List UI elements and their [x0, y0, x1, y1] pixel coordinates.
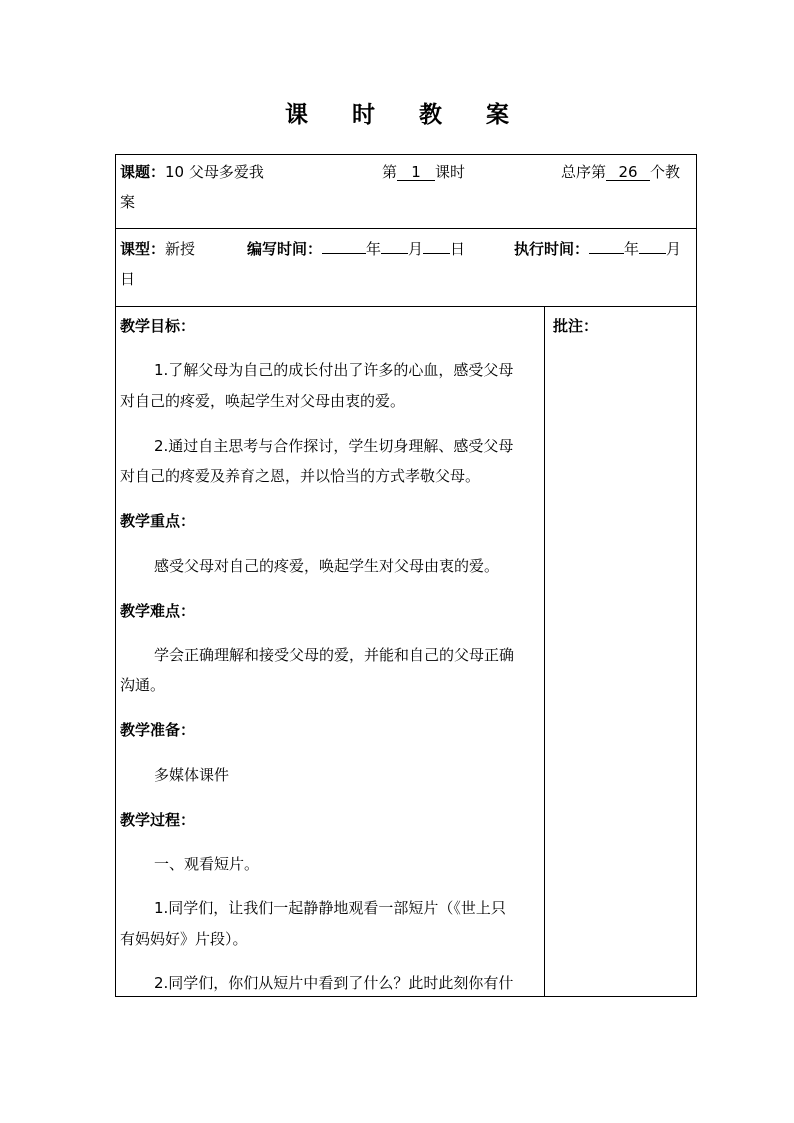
key-title: 教学重点： [120, 512, 196, 530]
goal-2-line-2: 对自己的疼爱及养育之恩，并以恰当的方式孝敬父母。 [120, 467, 481, 485]
lesson-prefix: 第 [382, 163, 398, 181]
lesson-plan-table [115, 154, 697, 997]
step-1: 一、观看短片。 [154, 855, 260, 873]
topic-label: 课题： [120, 163, 166, 181]
seq-suffix-wrap: 案 [120, 193, 136, 211]
divider [116, 228, 696, 229]
topic-row [120, 161, 264, 182]
step-1-1-line-2: 有妈妈好》片段）。 [120, 930, 248, 948]
step-1-1-line-1: 1.同学们，让我们一起静静地观看一部短片（《世上只 [154, 899, 506, 917]
prep-text: 多媒体课件 [154, 766, 230, 784]
goals-title: 教学目标： [120, 317, 196, 335]
key-text: 感受父母对自己的疼爱，唤起学生对父母由衷的爱。 [154, 557, 500, 575]
blank [589, 253, 624, 254]
exec-day-label: 日 [120, 270, 136, 288]
page-title [0, 96, 794, 129]
title-char: 课 [285, 102, 308, 128]
blank [381, 253, 408, 254]
exec-month-label: 月 [666, 240, 682, 258]
prep-title: 教学准备： [120, 721, 196, 739]
lesson-suffix: 课时 [435, 163, 466, 181]
exec-year-label: 年 [624, 240, 640, 258]
step-1-2-line-1: 2.同学们，你们从短片中看到了什么？此时此刻你有什 [154, 974, 514, 992]
title-char: 案 [486, 102, 509, 128]
blank [423, 253, 450, 254]
lesson-number: 1 [397, 164, 435, 181]
seq-number: 26 [606, 164, 650, 181]
column-divider [544, 306, 545, 996]
seq-suffix: 个教 [650, 163, 681, 181]
divider [116, 306, 696, 307]
exec-time [514, 238, 681, 259]
difficult-line-1: 学会正确理解和接受父母的爱，并能和自己的父母正确 [154, 646, 515, 664]
sequence-count [561, 161, 680, 182]
exec-time-label: 执行时间： [514, 240, 590, 258]
process-title: 教学过程： [120, 811, 196, 829]
goal-1-line-2: 对自己的疼爱，唤起学生对父母由衷的爱。 [120, 392, 406, 410]
day-label: 日 [450, 240, 466, 258]
blank [322, 253, 366, 254]
difficult-line-2: 沟通。 [120, 676, 166, 694]
topic-value: 10 父母多爱我 [165, 163, 264, 181]
month-label: 月 [408, 240, 424, 258]
goal-2-line-1: 2.通过自主思考与合作探讨，学生切身理解、感受父母 [154, 437, 514, 455]
write-time-label: 编写时间： [247, 240, 323, 258]
write-time [247, 238, 465, 259]
title-char: 时 [352, 102, 375, 128]
lesson-count [382, 161, 465, 182]
title-char: 教 [419, 102, 442, 128]
type-label: 课型： [120, 240, 166, 258]
type-row [120, 238, 195, 259]
difficult-title: 教学难点： [120, 602, 196, 620]
year-label: 年 [366, 240, 382, 258]
notes-label: 批注： [553, 317, 599, 335]
goal-1-line-1: 1.了解父母为自己的成长付出了许多的心血，感受父母 [154, 361, 514, 379]
seq-prefix: 总序第 [561, 163, 607, 181]
type-value: 新授 [165, 240, 196, 258]
blank [639, 253, 666, 254]
